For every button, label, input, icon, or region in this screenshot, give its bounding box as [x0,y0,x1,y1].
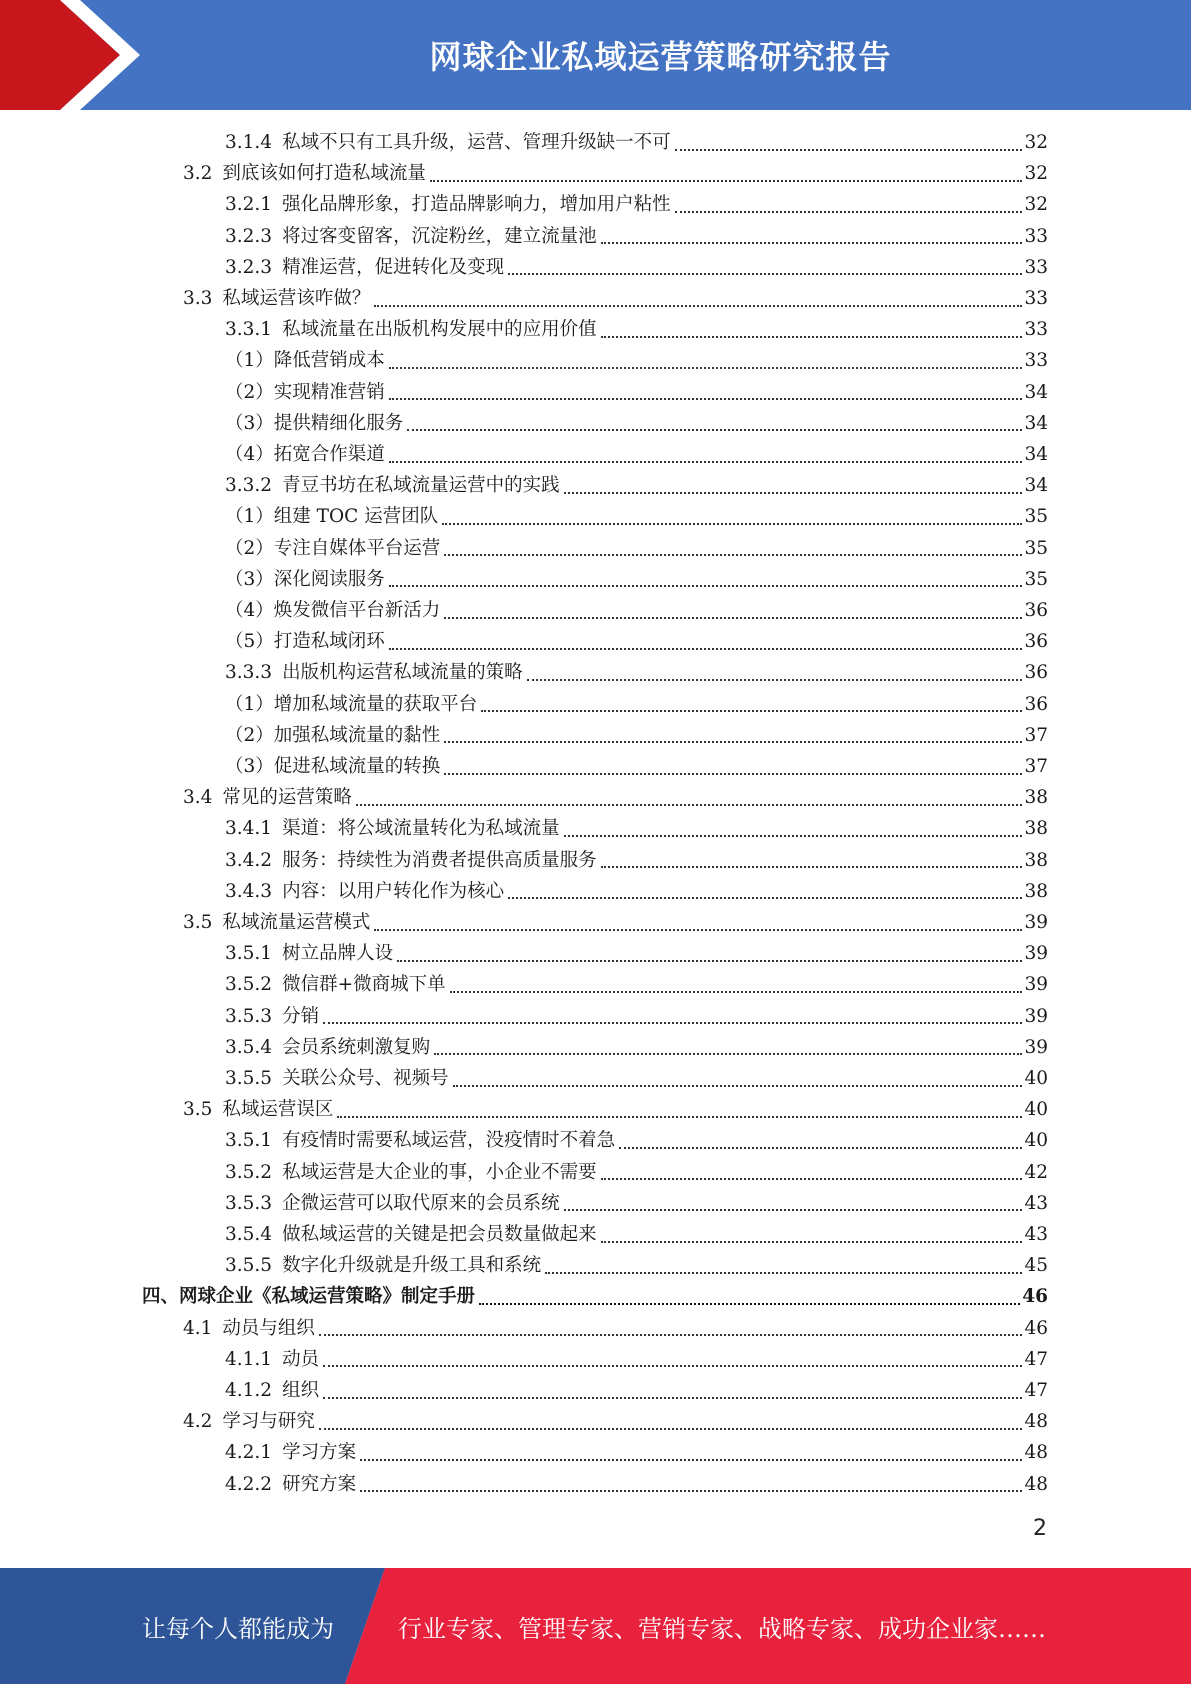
toc-entry-page: 43 [1024,1224,1048,1245]
toc-entry[interactable] [225,345,1048,376]
toc-entry-page: 34 [1024,475,1048,497]
toc-leader-dots [601,1176,1023,1180]
toc-entry-title: 青豆书坊在私域流量运营中的实践 [282,475,560,497]
toc-entry-number: 3.5.3 [225,1005,273,1027]
toc-entry[interactable] [225,408,1048,439]
toc-leader-dots [389,646,1023,650]
toc-entry-page: 38 [1024,880,1048,902]
toc-entry-title: 学习方案 [282,1442,357,1464]
toc-entry-page: 43 [1024,1192,1048,1214]
toc-entry-page: 33 [1024,256,1048,278]
toc-leader-dots [356,802,1023,806]
toc-entry[interactable] [183,1313,1048,1344]
toc-entry-number: 4.2 [183,1411,213,1433]
toc-leader-dots [444,552,1022,556]
toc-entry-title: （2）加强私域流量的黏性 [225,724,441,746]
toc-entry[interactable] [225,876,1048,907]
toc-entry-page: 35 [1024,568,1048,590]
toc-entry-title: 企微运营可以取代原来的会员系统 [282,1192,560,1214]
toc-entry[interactable] [225,1188,1048,1219]
toc-entry[interactable] [225,969,1048,1000]
toc-entry-number: 3.4 [183,787,213,809]
toc-entry-title: 分销 [282,1005,320,1027]
toc-entry-title: 常见的运营策略 [222,787,352,809]
toc-entry-page: 39 [1024,943,1048,965]
page-footer [0,1568,1191,1684]
toc-entry[interactable] [225,938,1048,969]
toc-entry-title: 树立品牌人设 [282,943,394,965]
toc-entry-title: 有疫情时需要私域运营，没疫情时不着急 [282,1130,616,1152]
page-header [0,0,1191,110]
toc-entry[interactable] [183,782,1048,813]
toc-entry[interactable] [225,1157,1048,1188]
toc-entry-title: 私域运营是大企业的事，小企业不需要 [282,1161,597,1183]
toc-entry-title: （3）促进私域流量的转换 [225,756,441,777]
toc-leader-dots [564,833,1023,837]
toc-leader-dots [601,240,1023,244]
toc-entry[interactable] [225,1063,1048,1094]
toc-entry-page: 38 [1024,818,1048,840]
toc-entry-page: 34 [1024,444,1048,465]
toc-entry-title: 到底该如何打造私域流量 [222,163,426,185]
toc-entry[interactable] [225,501,1048,532]
toc-leader-dots [389,396,1023,400]
toc-entry-title: （5）打造私域闭环 [225,631,385,653]
toc-leader-dots [564,490,1023,494]
toc-entry-page: 37 [1024,756,1048,777]
toc-leader-dots [601,864,1023,868]
toc-entry-number: 3.5.5 [225,1255,273,1277]
toc-entry-number: 3.3 [183,288,213,309]
toc-leader-dots [442,521,1022,525]
toc-entry-number: 4.2.2 [225,1473,273,1495]
toc-leader-dots [545,1270,1022,1274]
report-title: 网球企业私域运营策略研究报告 [429,38,892,76]
toc-entry-number: 3.5.2 [225,974,273,996]
toc-entry[interactable] [225,189,1048,220]
toc-entry-title: （4）拓宽合作渠道 [225,444,385,465]
toc-leader-dots [444,615,1022,619]
toc-leader-dots [389,583,1023,587]
toc-entry-number: 3.5 [183,912,213,933]
toc-entry[interactable] [225,127,1048,158]
toc-entry-page: 40 [1024,1068,1048,1089]
toc-entry[interactable] [225,377,1048,408]
toc-leader-dots [675,147,1023,151]
toc-entry-number: 3.4.2 [225,849,273,871]
toc-entry[interactable] [183,158,1048,189]
toc-entry[interactable] [225,1375,1048,1406]
toc-leader-dots [675,209,1023,213]
toc-leader-dots [508,271,1022,275]
toc-entry-number: 3.2.3 [225,256,273,278]
toc-leader-dots [619,1145,1022,1149]
toc-entry[interactable] [225,439,1048,470]
toc-entry-title: 微信群+微商城下单 [282,974,446,996]
toc-leader-dots [407,427,1022,431]
toc-entry-page: 35 [1024,537,1048,559]
toc-leader-dots [360,1457,1022,1461]
toc-entry-number: 3.5 [183,1099,213,1121]
toc-entry-page: 34 [1024,412,1048,434]
toc-entry-title: （1）增加私域流量的获取平台 [225,693,478,715]
toc-entry-number: 4.1.1 [225,1348,273,1370]
toc-entry[interactable] [225,1032,1048,1063]
toc-entry-page: 33 [1024,288,1048,309]
toc-entry-number: 3.5.4 [225,1224,273,1245]
toc-leader-dots [444,739,1022,743]
toc-entry[interactable] [225,1219,1048,1250]
toc-entry-title: 将过客变留客，沉淀粉丝，建立流量池 [282,225,597,247]
toc-entry-title: 渠道：将公域流量转化为私域流量 [282,818,560,840]
toc-entry[interactable] [225,221,1048,252]
toc-entry-title: （1）组建 TOC 运营团队 [225,506,439,528]
toc-entry[interactable] [225,720,1048,751]
toc-entry[interactable] [225,533,1048,564]
toc-entry-title: 做私域运营的关键是把会员数量做起来 [282,1224,597,1245]
toc-entry[interactable] [225,595,1048,626]
toc-entry[interactable] [225,689,1048,720]
toc-entry-number: 3.4.1 [225,818,273,840]
toc-entry-page: 39 [1024,912,1048,933]
toc-entry[interactable] [225,1250,1048,1281]
toc-entry-title: 内容：以用户转化作为核心 [282,880,505,902]
toc-entry-number: 3.1.4 [225,132,273,153]
toc-entry-title: （2）实现精准营销 [225,381,385,403]
toc-entry-page: 48 [1024,1442,1048,1464]
toc-entry-number: 3.2.1 [225,194,273,216]
toc-entry-page: 45 [1024,1255,1048,1277]
toc-entry-number: 3.5.1 [225,1130,273,1152]
toc-entry[interactable] [225,1344,1048,1375]
toc-entry-number: 3.3.2 [225,475,273,497]
toc-entry-title: （3）深化阅读服务 [225,568,385,590]
toc-leader-dots [397,958,1022,962]
toc-entry[interactable] [183,1406,1048,1437]
toc-entry-title: （4）焕发微信平台新活力 [225,600,441,621]
toc-entry-page: 47 [1024,1380,1048,1401]
toc-entry-page: 37 [1024,724,1048,746]
toc-entry-title: 数字化升级就是升级工具和系统 [282,1255,542,1277]
toc-entry-page: 36 [1024,693,1048,715]
toc-entry-title: （3）提供精细化服务 [225,412,404,434]
toc-entry-number: 3.3.3 [225,662,273,684]
toc-entry-page: 47 [1024,1348,1048,1370]
toc-leader-dots [453,1083,1023,1087]
toc-entry-number: 4.1.2 [225,1380,273,1401]
toc-entry[interactable] [225,252,1048,283]
toc-entry-title: 四、网球企业《私域运营策略》制定手册 [142,1286,476,1308]
toc-entry-page: 46 [1022,1286,1048,1308]
toc-entry-page: 36 [1024,600,1048,621]
toc-entry-page: 33 [1024,319,1048,341]
toc-entry-page: 36 [1024,631,1048,653]
toc-entry-page: 33 [1024,350,1048,372]
toc-entry-page: 32 [1024,163,1048,185]
toc-entry[interactable] [225,1469,1048,1500]
toc-entry-page: 33 [1024,225,1048,247]
toc-leader-dots [479,1301,1020,1305]
toc-entry-title: 强化品牌形象，打造品牌影响力，增加用户粘性 [282,194,671,216]
toc-entry-title: 私域不只有工具升级，运营、管理升级缺一不可 [282,132,671,153]
toc-entry-page: 35 [1024,506,1048,528]
toc-entry-title: 动员与组织 [222,1317,315,1339]
toc-entry-number: 3.5.3 [225,1192,273,1214]
toc-leader-dots [601,334,1023,338]
toc-entry[interactable] [225,845,1048,876]
toc-entry-page: 46 [1024,1317,1048,1339]
footer-slogan-left: 让每个人都能成为 [142,1614,334,1643]
toc-entry-title: （2）专注自媒体平台运营 [225,537,441,559]
footer-slogan-right: 行业专家、管理专家、营销专家、战略专家、成功企业家…… [398,1614,1046,1643]
toc-leader-dots [323,1363,1022,1367]
toc-entry-number: 3.4.3 [225,880,273,902]
toc-leader-dots [319,1332,1023,1336]
toc-entry-title: 出版机构运营私域流量的策略 [282,662,523,684]
toc-leader-dots [374,927,1022,931]
toc-entry-title: 私域运营误区 [222,1099,334,1121]
toc-leader-dots [389,365,1023,369]
toc-entry-title: 私域流量在出版机构发展中的应用价值 [282,319,597,341]
toc-leader-dots [434,1051,1022,1055]
toc-entry-title: 私域流量运营模式 [222,912,371,933]
toc-entry-page: 32 [1024,194,1048,216]
toc-leader-dots [337,1114,1022,1118]
toc-leader-dots [450,989,1023,993]
toc-entry[interactable] [183,283,1048,314]
toc-entry-number: 3.5.4 [225,1036,273,1058]
toc-entry[interactable] [225,470,1048,501]
toc-entry[interactable] [183,907,1048,938]
toc-leader-dots [527,677,1023,681]
toc-entry[interactable] [225,1001,1048,1032]
toc-leader-dots [601,1239,1023,1243]
toc-leader-dots [323,1395,1022,1399]
toc-leader-dots [564,1207,1023,1211]
toc-entry-number: 3.5.2 [225,1161,273,1183]
toc-leader-dots [389,459,1023,463]
toc-entry-page: 32 [1024,132,1048,153]
toc-entry-page: 38 [1024,787,1048,809]
toc-entry-title: （1）降低营销成本 [225,350,385,372]
toc-entry-number: 4.2.1 [225,1442,273,1464]
toc-entry[interactable] [225,813,1048,844]
toc-entry-title: 私域运营该咋做？ [222,288,371,309]
toc-entry-page: 38 [1024,849,1048,871]
toc-entry-title: 研究方案 [282,1473,357,1495]
toc-entry-page: 42 [1024,1161,1048,1183]
toc-entry[interactable] [225,626,1048,657]
toc-entry-number: 3.2.3 [225,225,273,247]
toc-entry-title: 关联公众号、视频号 [282,1068,449,1089]
toc-entry-number: 3.3.1 [225,319,273,341]
toc-entry-title: 学习与研究 [222,1411,315,1433]
toc-entry[interactable] [183,1094,1048,1125]
toc-entry-number: 4.1 [183,1317,213,1339]
toc-entry[interactable] [225,1437,1048,1468]
page-number: 2 [1033,1516,1047,1541]
toc-entry[interactable] [225,564,1048,595]
toc-entry-page: 34 [1024,381,1048,403]
toc-entry-page: 36 [1024,662,1048,684]
toc-entry-page: 39 [1024,1005,1048,1027]
toc-leader-dots [323,1020,1022,1024]
toc-leader-dots [444,771,1022,775]
toc-entry[interactable] [225,314,1048,345]
toc-leader-dots [508,895,1022,899]
toc-entry-page: 40 [1024,1130,1048,1152]
toc-leader-dots [374,303,1022,307]
toc-leader-dots [360,1488,1022,1492]
toc-entry-title: 会员系统刺激复购 [282,1036,431,1058]
toc-entry-page: 39 [1024,1036,1048,1058]
toc-entry-number: 3.2 [183,163,213,185]
toc-entry-title: 精准运营，促进转化及变现 [282,256,505,278]
toc-entry-page: 40 [1024,1099,1048,1121]
toc-entry-number: 3.5.5 [225,1068,273,1089]
toc-entry-title: 服务：持续性为消费者提供高质量服务 [282,849,597,871]
toc-leader-dots [430,178,1023,182]
toc-entry-page: 48 [1024,1473,1048,1495]
toc-entry[interactable] [142,1281,1048,1312]
toc-entry-number: 3.5.1 [225,943,273,965]
toc-entry-title: 组织 [282,1380,320,1401]
toc-entry-page: 39 [1024,974,1048,996]
toc-entry-title: 动员 [282,1348,320,1370]
toc-leader-dots [319,1426,1023,1430]
toc-entry-page: 48 [1024,1411,1048,1433]
toc-entry[interactable] [225,1125,1048,1156]
toc-entry[interactable] [225,751,1048,782]
toc-entry[interactable] [225,657,1048,688]
toc-leader-dots [481,708,1022,712]
